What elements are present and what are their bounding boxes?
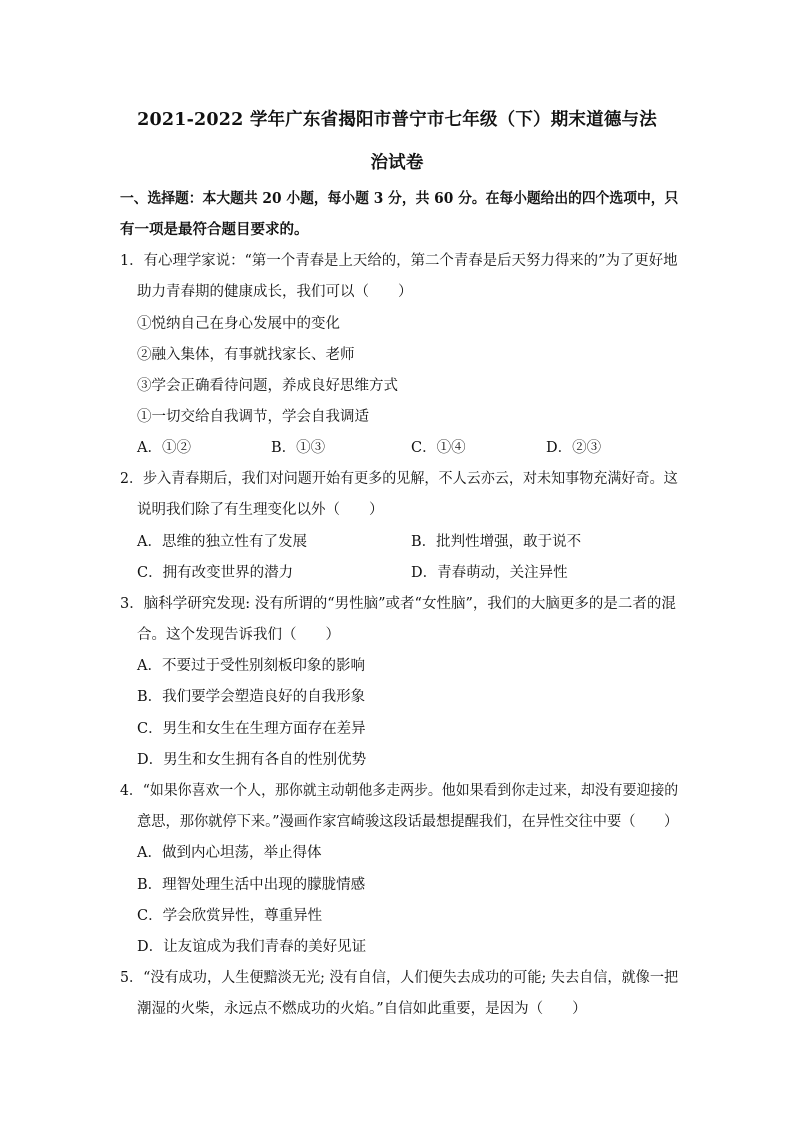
- question-1-stem-line2: 助力青春期的健康成长，我们可以（ ）: [137, 284, 413, 300]
- section-heading-line2: 有一项是最符合题目要求的。: [120, 221, 309, 238]
- question-1-option-b[interactable]: B．①③: [271, 440, 326, 456]
- question-2-option-c[interactable]: C．拥有改变世界的潜力: [137, 565, 294, 581]
- section-heading-line1: 一、选择题：本大题共 20 小题，每小题 3 分，共 60 分。在每小题给出的四个选项中，只: [120, 190, 679, 207]
- question-1-item-1: ①悦纳自己在身心发展中的变化: [137, 316, 340, 332]
- question-3-option-a[interactable]: A．不要过于受性别刻板印象的影响: [137, 658, 365, 674]
- question-4-option-d[interactable]: D．让友谊成为我们青春的美好见证: [137, 939, 367, 955]
- question-2-stem-line1: 2．步入青春期后，我们对问题开始有更多的见解，不人云亦云，对未知事物充满好奇。这: [120, 471, 678, 487]
- question-1-item-2: ②融入集体，有事就找家长、老师: [137, 347, 355, 363]
- question-2-stem-line2: 说明我们除了有生理变化以外（ ）: [137, 502, 384, 518]
- question-2-option-d[interactable]: D．青春萌动，关注异性: [411, 565, 568, 581]
- question-1-option-d[interactable]: D．②③: [546, 440, 602, 456]
- question-3-stem-line1: 3．脑科学研究发现: 没有所谓的“男性脑”或者“女性脑”，我们的大脑更多的是二者的混: [120, 596, 676, 612]
- exam-title-line1: 2021-2022 学年广东省揭阳市普宁市七年级（下）期末道德与法: [137, 110, 657, 130]
- question-2-option-a[interactable]: A．思维的独立性有了发展: [137, 534, 307, 550]
- question-3-option-b[interactable]: B．我们要学会塑造良好的自我形象: [137, 689, 366, 705]
- question-4-option-a[interactable]: A．做到内心坦荡，举止得体: [137, 845, 322, 861]
- question-3-stem-line2: 合。这个发现告诉我们（ ）: [137, 627, 340, 643]
- question-4-option-c[interactable]: C．学会欣赏异性，尊重异性: [137, 908, 323, 924]
- question-1-stem-line1: 1．有心理学家说：“第一个青春是上天给的，第二个青春是后天努力得来的”为了更好地: [120, 253, 678, 269]
- question-1-option-c[interactable]: C．①④: [411, 440, 466, 456]
- question-3-option-d[interactable]: D．男生和女生拥有各自的性别优势: [137, 752, 367, 768]
- question-4-stem-line2: 意思，那你就停下来。”漫画作家宫崎骏这段话最想提醒我们，在异性交往中要（ ）: [137, 814, 679, 830]
- question-5-stem-line2: 潮湿的火柴，永远点不燃成功的火焰。”自信如此重要，是因为（ ）: [137, 1001, 587, 1017]
- question-1-item-4: ①一切交给自我调节，学会自我调适: [137, 409, 369, 425]
- question-1-item-3: ③学会正确看待问题，养成良好思维方式: [137, 378, 398, 394]
- question-4-stem-line1: 4．“如果你喜欢一个人，那你就主动朝他多走两步。他如果看到你走过来，却没有要迎接的: [120, 783, 679, 799]
- question-3-option-c[interactable]: C．男生和女生在生理方面存在差异: [137, 721, 366, 737]
- question-1-option-a[interactable]: A．①②: [137, 440, 191, 456]
- question-4-option-b[interactable]: B．理智处理生活中出现的朦胧情感: [137, 877, 366, 893]
- question-5-stem-line1: 5．“没有成功，人生便黯淡无光; 没有自信，人们便失去成功的可能; 失去自信，就像一把: [120, 970, 679, 986]
- exam-title-line2: 治试卷: [370, 153, 424, 173]
- question-2-option-b[interactable]: B．批判性增强，敢于说不: [411, 534, 582, 550]
